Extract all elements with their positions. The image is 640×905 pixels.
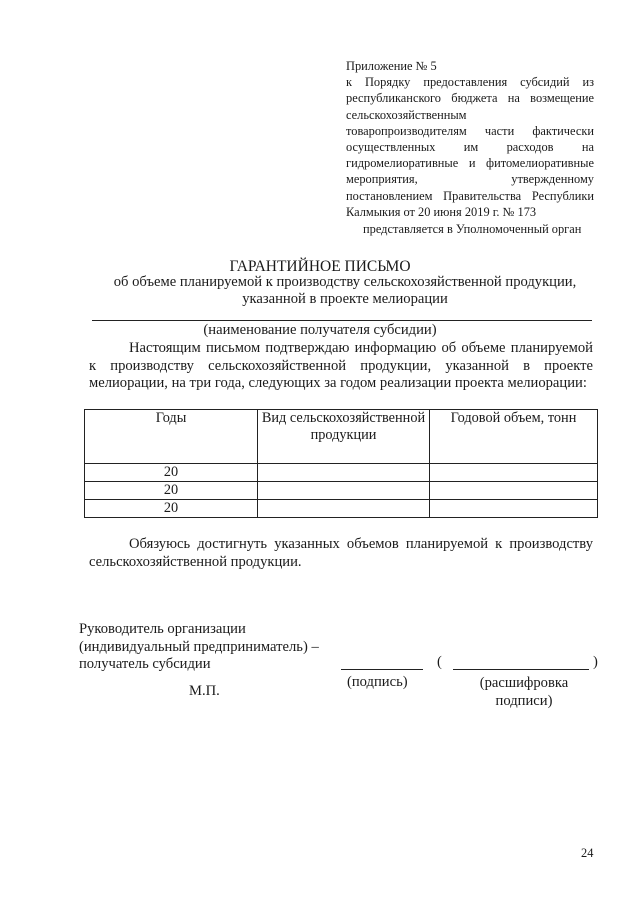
page-number: 24 — [581, 846, 594, 860]
appendix-line: гидромелиоративные и фитомелиоративные — [346, 156, 594, 171]
table-row — [85, 464, 598, 482]
signer-line: Руководитель организации — [79, 621, 246, 637]
product-type-cell — [258, 500, 430, 518]
confirmation-paragraph: Настоящим письмом подтверждаю информацию об объеме планируемой к производству сельскохозяйственной продукции, указанной в проекте мелиорации, на три года, следующих за годом реализации проекта мелиорации: — [89, 340, 593, 391]
appendix-line: Калмыкия от 20 июня 2019 г. № 173 — [346, 204, 537, 219]
signature-caption: (подпись) — [347, 674, 408, 690]
appendix-line: товаропроизводителям части фактически — [346, 123, 594, 138]
appendix-line: осуществленных им расходов на — [346, 140, 594, 155]
appendix-line: к Порядку предоставления субсидий из — [346, 75, 594, 90]
year-cell: 20 — [85, 464, 258, 482]
signer-title — [79, 621, 319, 674]
production-volume-table — [84, 409, 598, 518]
table-header-row — [85, 410, 598, 464]
close-parenthesis: ) — [593, 654, 598, 670]
decoding-caption: (расшифровка подписи) — [479, 675, 569, 709]
annual-volume-cell — [430, 500, 598, 518]
recipient-name-line — [92, 320, 592, 321]
year-cell: 20 — [85, 482, 258, 500]
appendix-line: Приложение № 5 — [346, 59, 437, 73]
document-title: ГАРАНТИЙНОЕ ПИСЬМО — [229, 258, 411, 275]
column-header-years: Годы — [85, 410, 258, 464]
submitted-to-note: представляется в Уполномоченный орган — [363, 222, 582, 236]
table-row — [85, 482, 598, 500]
signature-line — [341, 669, 423, 670]
subtitle-line: указанной в проекте мелиорации — [242, 291, 448, 307]
signature-decoding-line — [453, 669, 589, 670]
annual-volume-cell — [430, 482, 598, 500]
product-type-cell — [258, 464, 430, 482]
appendix-header — [346, 58, 594, 220]
stamp-place-label: М.П. — [189, 683, 220, 699]
appendix-line: постановлением Правительства Республики — [346, 188, 594, 203]
table-row — [85, 500, 598, 518]
signer-line: получатель субсидии — [79, 656, 211, 673]
year-cell: 20 — [85, 500, 258, 518]
open-parenthesis: ( — [437, 654, 442, 670]
recipient-caption: (наименование получателя субсидии) — [203, 322, 437, 338]
annual-volume-cell — [430, 464, 598, 482]
signer-line: (индивидуальный предприниматель) – — [79, 638, 319, 655]
product-type-cell — [258, 482, 430, 500]
column-header-product-type: Вид сельскохозяйственной продукции — [258, 410, 430, 464]
appendix-line: республиканского бюджета на возмещение — [346, 91, 594, 106]
appendix-line: мероприятия, утвержденному — [346, 172, 594, 187]
column-header-annual-volume: Годовой объем, тонн — [430, 410, 598, 464]
document-subtitle — [95, 274, 595, 308]
subtitle-line: об объеме планируемой к производству сельскохозяйственной продукции, — [113, 274, 577, 290]
commitment-paragraph: Обязуюсь достигнуть указанных объемов планируемой к производству сельскохозяйственной продукции. — [89, 536, 593, 570]
appendix-line: сельскохозяйственным — [346, 107, 467, 122]
